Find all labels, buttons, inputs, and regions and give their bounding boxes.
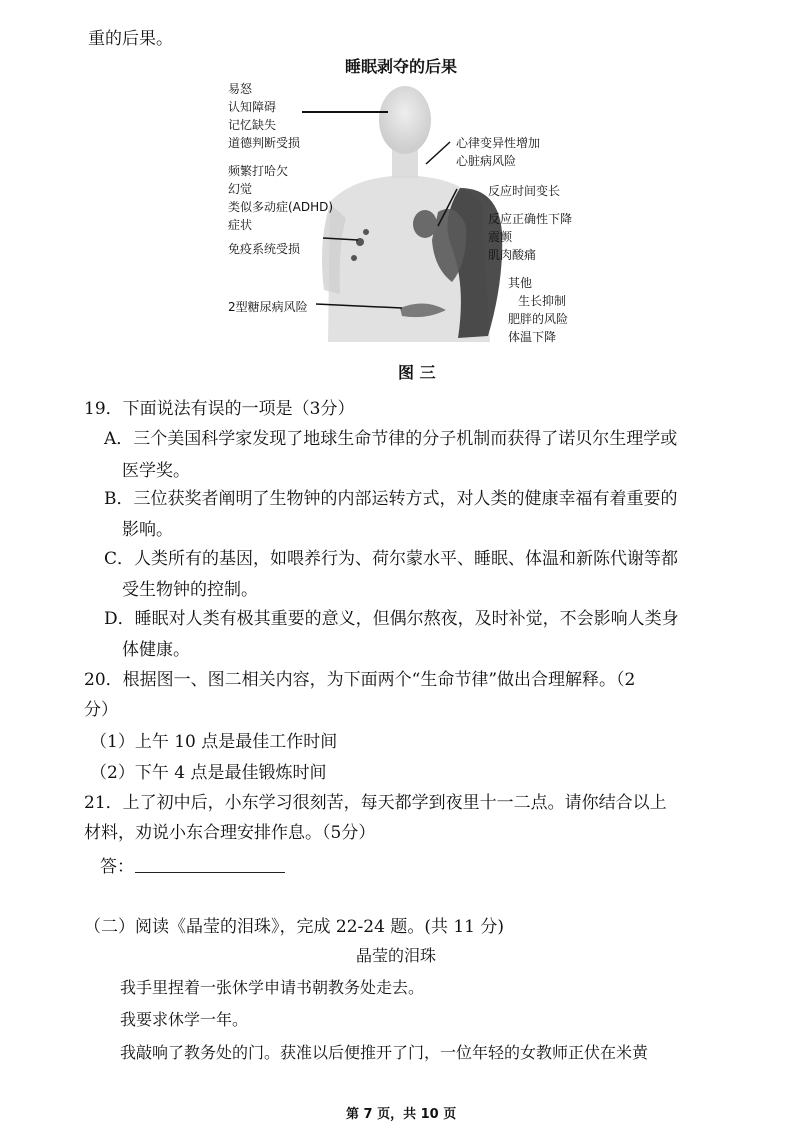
q19-option-c-line2: 受生物钟的控制。 <box>122 580 258 600</box>
figure-label-irritability: 易怒 <box>228 82 253 96</box>
figure-label-moral: 道德判断受损 <box>228 136 301 150</box>
figure-label-adhd: 类似多动症(ADHD) <box>228 200 334 214</box>
figure-caption: 图 三 <box>398 363 436 382</box>
q19-option-a-line2: 医学奖。 <box>122 461 190 481</box>
figure-label-hallucination: 幻觉 <box>228 182 253 196</box>
figure-label-memory: 记忆缺失 <box>228 118 277 132</box>
q21-answer-line[interactable] <box>135 872 285 873</box>
q20-stem-line1: 20．根据图一、图二相关内容，为下面两个“生命节律”做出合理解释。（2 <box>84 670 636 690</box>
story-paragraph-2: 我要求休学一年。 <box>120 1010 249 1029</box>
figure-label-tremor: 震颤 <box>488 230 513 244</box>
figure-label-other: 其他 <box>508 276 533 290</box>
top-fragment: 重的后果。 <box>88 29 173 49</box>
figure-label-muscle-pain: 肌肉酸痛 <box>488 248 537 262</box>
figure-label-reaction-accuracy: 反应正确性下降 <box>488 212 573 226</box>
section2-heading: （二）阅读《晶莹的泪珠》，完成 22-24 题。(共 11 分) <box>84 917 505 937</box>
q20-item-2: （2）下午 4 点是最佳锻炼时间 <box>90 763 327 783</box>
q19-option-d-line2: 体健康。 <box>122 640 190 660</box>
q19-option-b-line1: B．三位获奖者阐明了生物钟的内部运转方式，对人类的健康幸福有着重要的 <box>104 489 678 509</box>
figure-label-reaction-time: 反应时间变长 <box>488 184 561 198</box>
q19-stem: 19．下面说法有误的一项是（3分） <box>84 399 355 419</box>
q21-stem-line1: 21．上了初中后，小东学习很刻苦，每天都学到夜里十一二点。请你结合以上 <box>84 793 667 813</box>
story-paragraph-3: 我敲响了教务处的门。获准以后便推开了门，一位年轻的女教师正伏在米黄 <box>120 1043 649 1062</box>
page-footer: 第 7 页，共 10 页 <box>346 1107 457 1122</box>
q20-item-1: （1）上午 10 点是最佳工作时间 <box>90 732 338 752</box>
sleep-deprivation-figure <box>220 72 590 352</box>
figure-label-heart-rate: 心律变异性增加 <box>456 136 541 150</box>
figure-label-diabetes: 2型糖尿病风险 <box>228 300 308 314</box>
q19-option-a-line1: A．三个美国科学家发现了地球生命节律的分子机制而获得了诺贝尔生理学或 <box>104 429 678 449</box>
story-paragraph-1: 我手里捏着一张休学申请书朝教务处走去。 <box>120 978 425 997</box>
q19-option-d-line1: D．睡眠对人类有极其重要的意义，但偶尔熬夜，及时补觉，不会影响人类身 <box>104 609 679 629</box>
figure-title: 睡眠剥夺的后果 <box>345 57 458 76</box>
q19-option-c-line1: C．人类所有的基因，如喂养行为、荷尔蒙水平、睡眠、体温和新陈代谢等都 <box>104 549 679 569</box>
figure-label-temperature: 体温下降 <box>508 330 557 344</box>
story-title: 晶莹的泪珠 <box>356 946 437 965</box>
q21-answer-label: 答： <box>100 857 134 877</box>
q21-stem-line2: 材料，劝说小东合理安排作息。（5分） <box>84 823 376 843</box>
figure-label-obesity: 肥胖的风险 <box>508 312 569 326</box>
figure-label-immune: 免疫系统受损 <box>228 242 301 256</box>
figure-label-heart-disease: 心脏病风险 <box>456 154 517 168</box>
figure-label-symptoms: 症状 <box>228 218 253 232</box>
q20-stem-line2: 分） <box>84 700 118 720</box>
figure-label-yawning: 频繁打哈欠 <box>228 164 289 178</box>
figure-label-growth: 生长抑制 <box>518 294 567 308</box>
q19-option-b-line2: 影响。 <box>122 520 173 540</box>
figure-label-cognitive: 认知障碍 <box>228 100 277 114</box>
